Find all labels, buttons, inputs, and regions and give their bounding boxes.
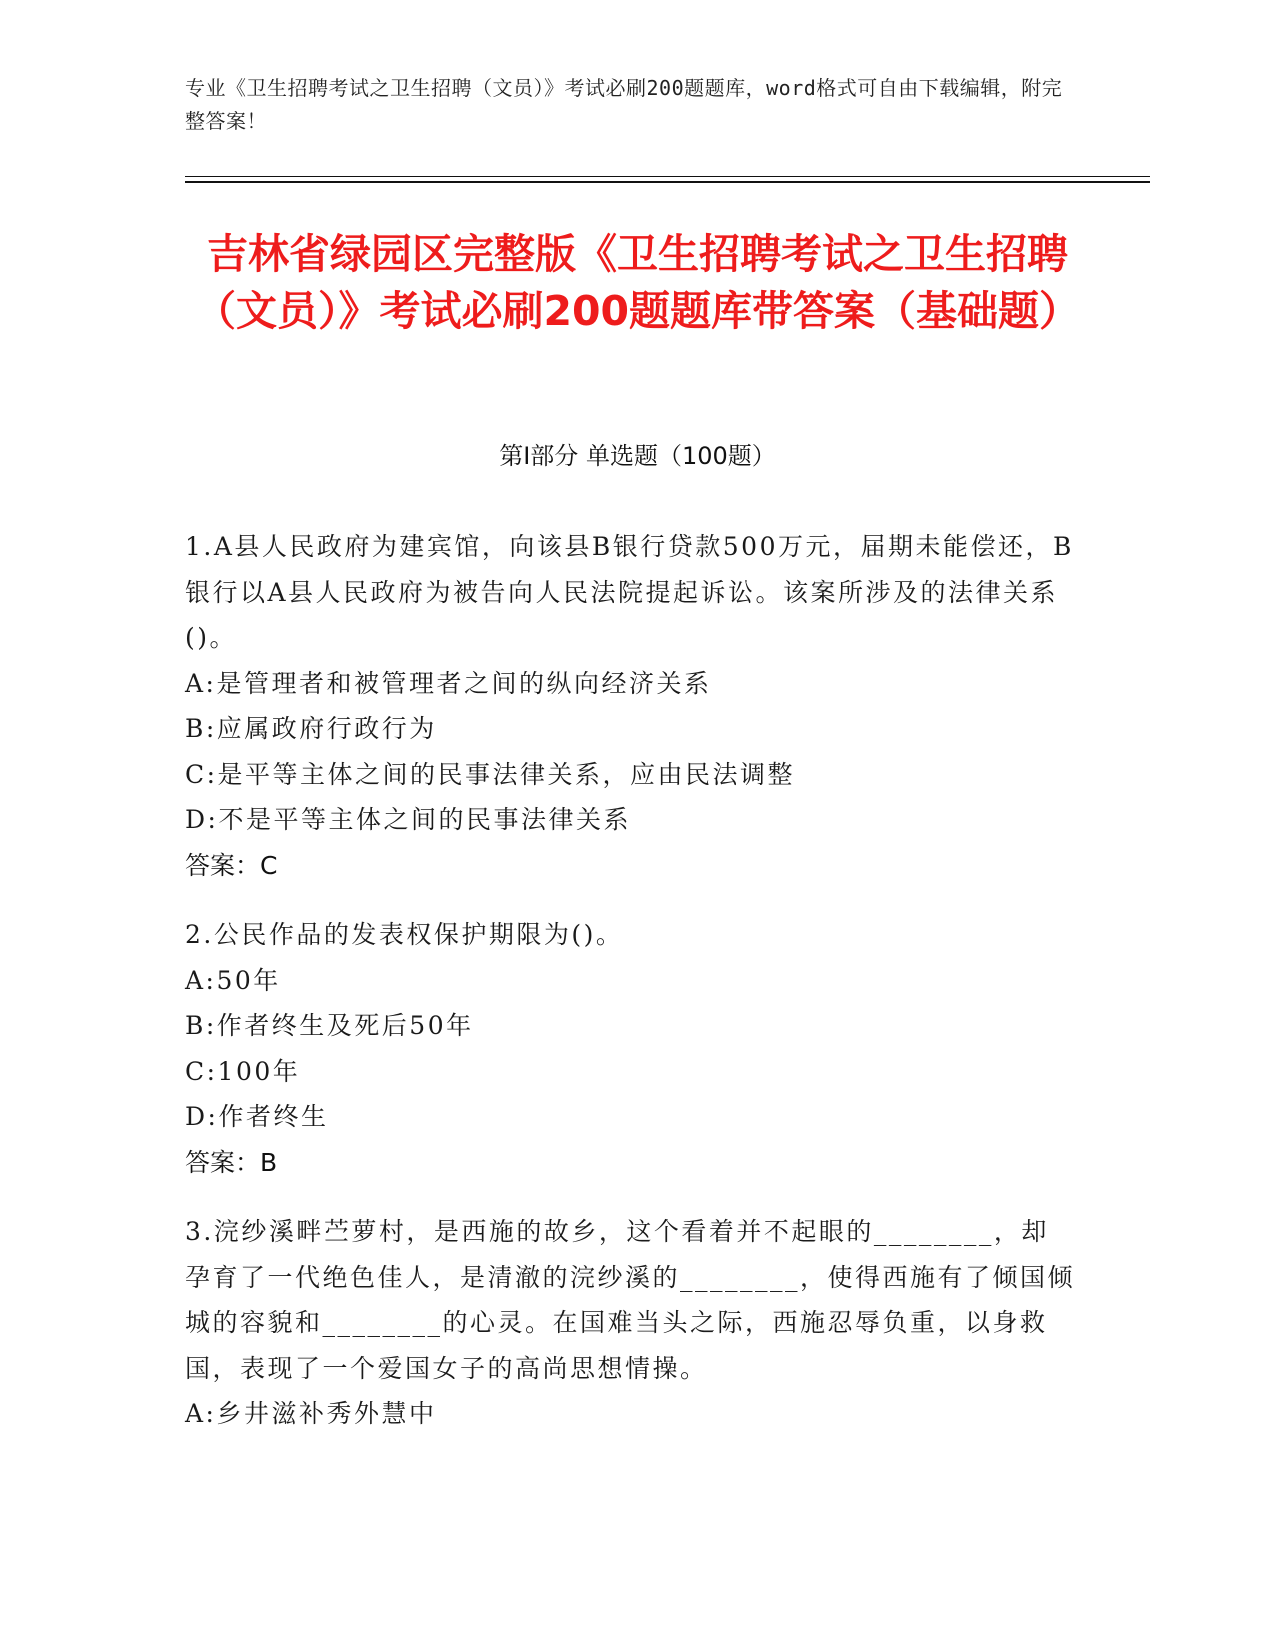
section-title: 第Ⅰ部分 单选题（100题） <box>499 442 776 470</box>
question-text: 2.公民作品的发表权保护期限为()。 <box>185 920 624 949</box>
option-d: D:作者终生 <box>185 1102 329 1131</box>
answer: 答案：B <box>185 1147 278 1177</box>
question-1 <box>185 524 1075 888</box>
option-a: A:乡井滋补秀外慧中 <box>185 1399 437 1428</box>
header-divider-bottom <box>185 181 1150 183</box>
answer: 答案：C <box>185 850 278 880</box>
option-a: A:50年 <box>185 965 281 995</box>
question-3 <box>185 1209 1075 1437</box>
option-c: C:100年 <box>185 1056 301 1086</box>
header-note: 专业《卫生招聘考试之卫生招聘（文员）》考试必刷200题题库，word格式可自由下载编辑，附完整答案！ <box>185 76 1063 133</box>
question-2 <box>185 912 1075 1185</box>
header-divider-top <box>185 176 1150 177</box>
document-title: 吉林省绿园区完整版《卫生招聘考试之卫生招聘（文员）》考试必刷200题题库带答案（基础题） <box>194 230 1081 335</box>
question-list <box>185 524 1075 1461</box>
option-b: B:应属政府行政行为 <box>185 714 437 743</box>
option-a: A:是管理者和被管理者之间的纵向经济关系 <box>185 668 712 698</box>
question-text: 3.浣纱溪畔苎萝村，是西施的故乡，这个看着并不起眼的________，却孕育了一代绝色佳人，是清澈的浣纱溪的________，使得西施有了倾国倾城的容貌和________的心灵。在国难当头之际，西施忍辱负重，以身救国，表现了一个爱国女子的高尚思想情操。 <box>185 1217 1076 1383</box>
option-c: C:是平等主体之间的民事法律关系，应由民法调整 <box>185 759 796 789</box>
question-text: 1.A县人民政府为建宾馆，向该县B银行贷款500万元，届期未能偿还，B银行以A县人民政府为被告向人民法院提起诉讼。该案所涉及的法律关系()。 <box>185 532 1074 652</box>
option-b: B:作者终生及死后50年 <box>185 1011 474 1040</box>
option-d: D:不是平等主体之间的民事法律关系 <box>185 805 631 834</box>
